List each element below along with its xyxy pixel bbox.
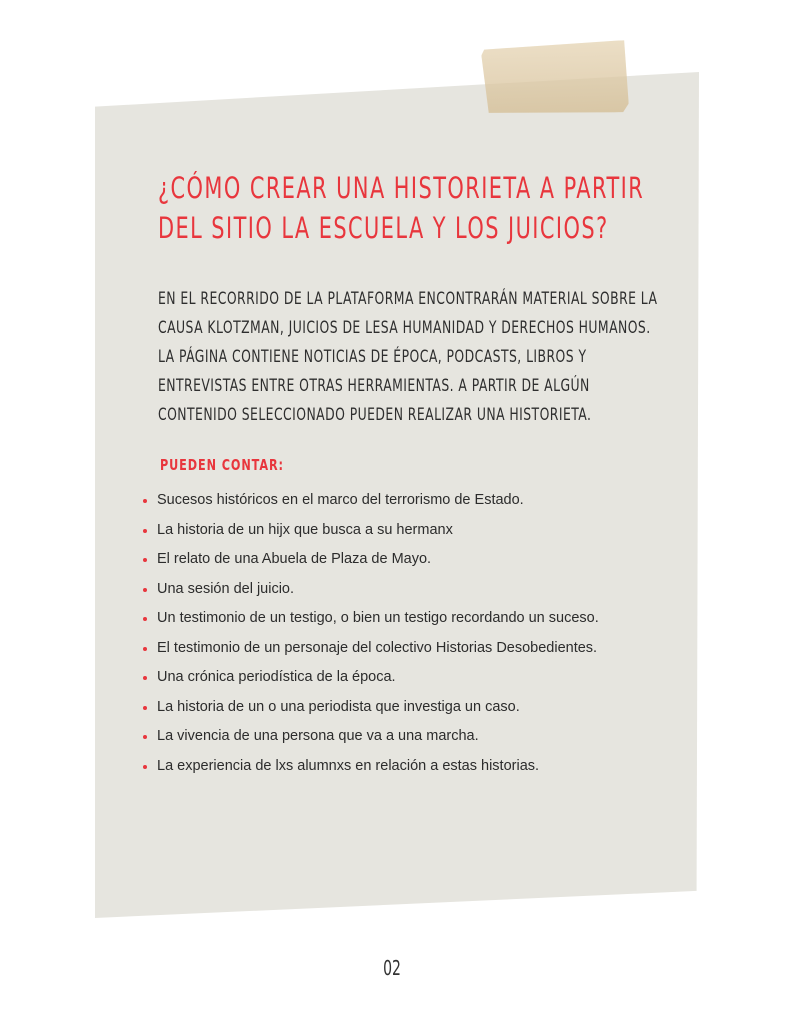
section-subheading: PUEDEN CONTAR: — [160, 456, 284, 474]
list-item — [143, 668, 663, 687]
list-item-text: La vivencia de una persona que va a una marcha. — [157, 728, 479, 744]
list-item — [143, 609, 663, 628]
list-item — [143, 698, 663, 717]
bullet-dot-icon — [143, 706, 147, 710]
title-line: DEL SITIO LA ESCUELA Y LOS JUICIOS? — [158, 211, 609, 245]
intro-line: CONTENIDO SELECCIONADO PUEDEN REALIZAR UNA HISTORIETA. — [158, 405, 592, 425]
list-item — [143, 580, 663, 599]
list-item-text: El relato de una Abuela de Plaza de Mayo. — [157, 551, 432, 567]
list-item-text: Una sesión del juicio. — [157, 580, 295, 597]
intro-line: ENTREVISTAS ENTRE OTRAS HERRAMIENTAS. A PARTIR DE ALGÚN — [158, 376, 590, 396]
list-item — [143, 521, 663, 540]
list-item-text: La historia de un o una periodista que investiga un caso. — [157, 698, 520, 715]
page-title — [158, 168, 645, 248]
bullet-dot-icon — [143, 499, 147, 503]
list-item-text: Un testimonio de un testigo, o bien un testigo recordando un suceso. — [157, 610, 599, 626]
bullet-list — [143, 491, 663, 786]
page-number: 02 — [383, 956, 401, 980]
list-item — [143, 491, 663, 510]
list-item-text: El testimonio de un personaje del colectivo Historias Desobedientes. — [157, 639, 598, 656]
bullet-dot-icon — [143, 588, 147, 592]
list-item-text: La experiencia de lxs alumnxs en relación a estas historias. — [157, 757, 540, 774]
bullet-dot-icon — [143, 617, 147, 621]
list-item — [143, 550, 663, 569]
list-item — [143, 757, 663, 776]
intro-line: LA PÁGINA CONTIENE NOTICIAS DE ÉPOCA, PODCASTS, LIBROS Y — [158, 347, 587, 367]
list-item-text: Sucesos históricos en el marco del terrorismo de Estado. — [157, 492, 524, 508]
list-item — [143, 727, 663, 746]
intro-paragraph — [158, 285, 658, 430]
list-item — [143, 639, 663, 658]
intro-line: EN EL RECORRIDO DE LA PLATAFORMA ENCONTRARÁN MATERIAL SOBRE LA — [158, 289, 658, 309]
list-item-text: Una crónica periodística de la época. — [157, 669, 396, 685]
tape-strip — [481, 40, 629, 116]
bullet-dot-icon — [143, 765, 147, 769]
bullet-dot-icon — [143, 647, 147, 651]
intro-line: CAUSA KLOTZMAN, JUICIOS DE LESA HUMANIDAD Y DERECHOS HUMANOS. — [158, 318, 651, 338]
title-line: ¿CÓMO CREAR UNA HISTORIETA A PARTIR — [158, 171, 645, 205]
list-item-text: La historia de un hijx que busca a su hermanx — [157, 521, 453, 538]
bullet-dot-icon — [143, 735, 147, 739]
bullet-dot-icon — [143, 558, 147, 562]
bullet-dot-icon — [143, 529, 147, 533]
bullet-dot-icon — [143, 676, 147, 680]
